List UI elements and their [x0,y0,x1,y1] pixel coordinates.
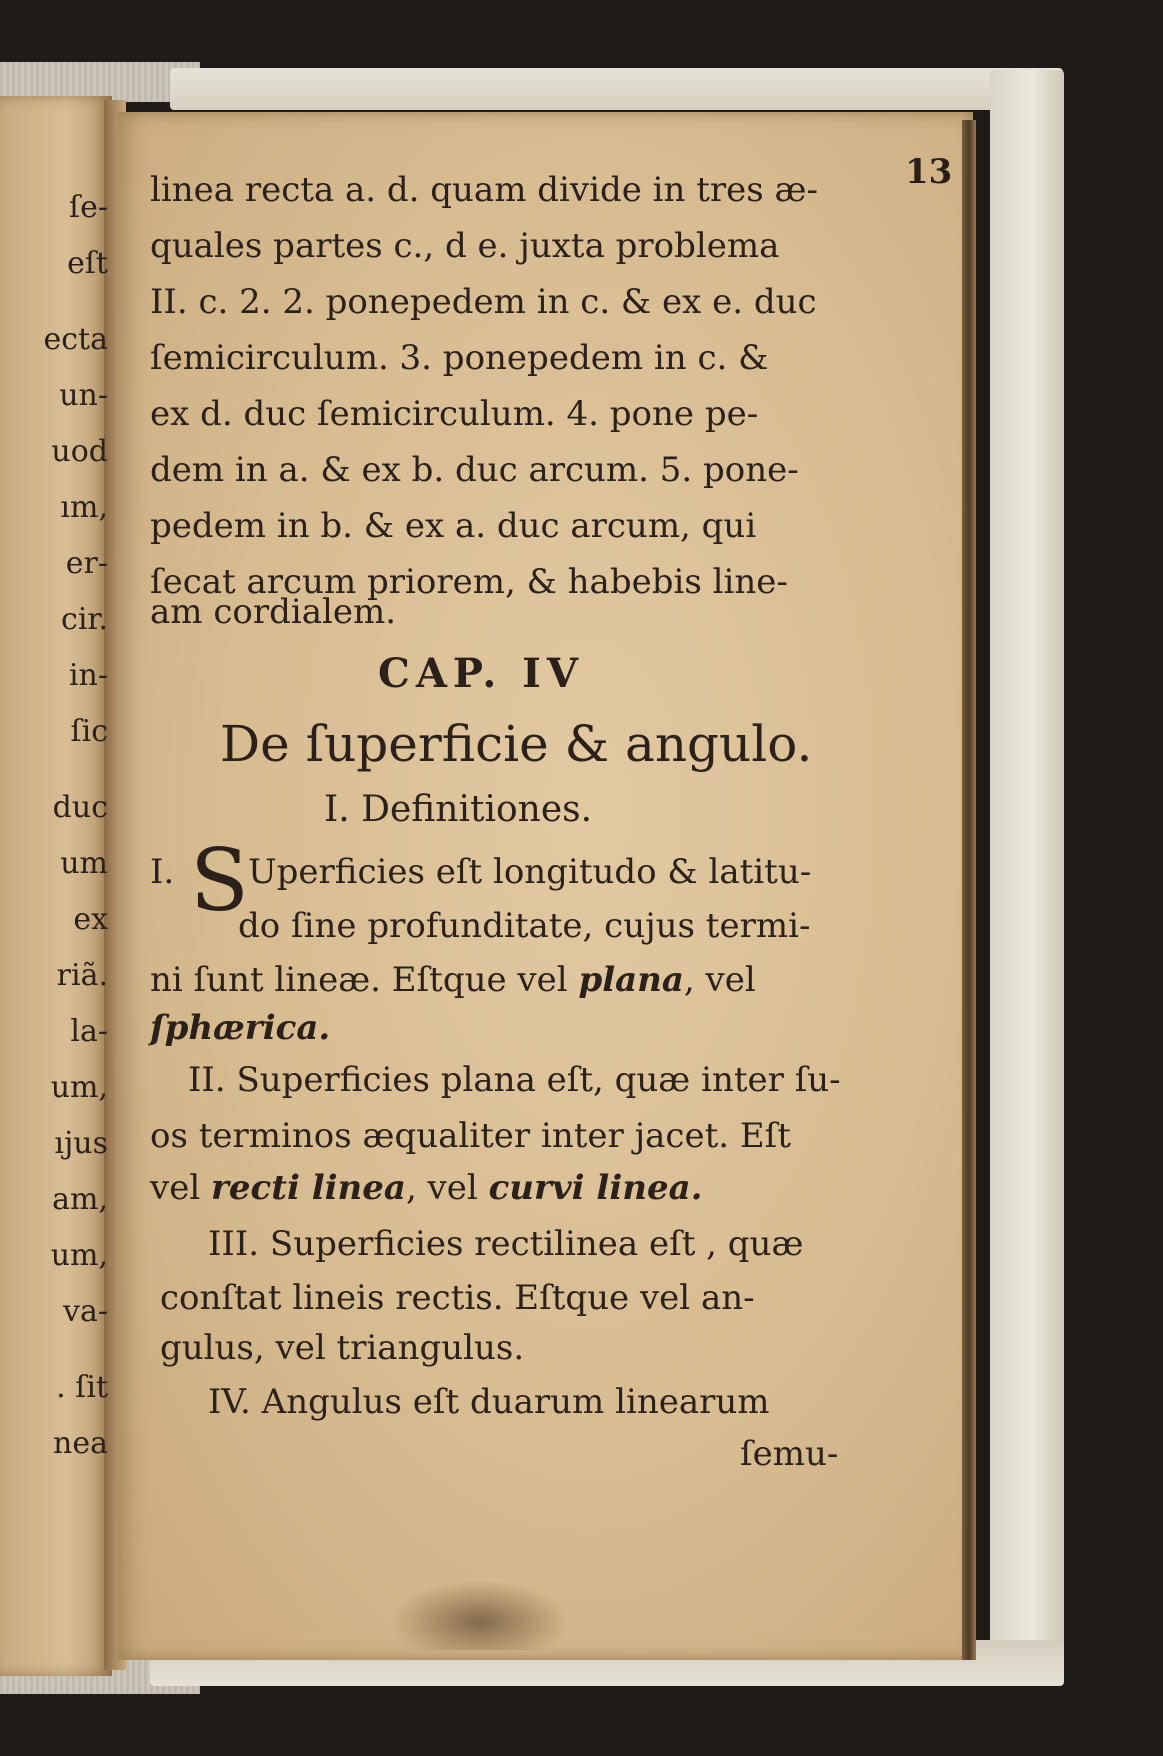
term-curvi-linea: curvi linea. [488,1168,703,1208]
def1-line-2: do ſine profunditate, cujus termi- [238,906,811,946]
left-fragment: um, [50,1238,108,1273]
chapter-title: CAP. IV [378,650,584,697]
page-edge [962,120,976,1660]
left-fragment: . ſit [56,1370,108,1405]
left-fragment: ecta [43,322,108,357]
def4-line-1: IV. Angulus eſt duarum linearum [208,1382,770,1422]
text-line-5: ex d. duc ſemicirculum. 4. pone pe- [150,394,759,434]
text-line-7: pedem in b. & ex a. duc arcum, qui [150,506,757,546]
def1-line-1: Uperficies eſt longitudo & latitu- [248,852,812,892]
def2-line-3-mid: , vel [405,1168,489,1208]
cover-board-top [170,68,1063,110]
term-recti-linea: recti linea [211,1168,406,1208]
left-fragment: un- [59,378,108,413]
left-fragment: ſe- [69,190,108,225]
def3-line-1: III. Superficies rectilinea eſt , quæ [208,1224,804,1264]
text-line-4: ſemicirculum. 3. ponepedem in c. & [150,338,769,378]
left-fragment: ex [73,902,108,937]
left-fragment: riã. [56,958,108,993]
left-fragment: duc [52,790,108,825]
text-line-6: dem in a. & ex b. duc arcum. 5. pone- [150,450,799,490]
left-fragment: um, [50,1070,108,1105]
def2-line-1: II. Superficies plana eſt, quæ inter ſu- [188,1060,841,1100]
page-number: 13 [905,152,953,192]
cover-board-right [990,70,1064,1685]
left-fragment: ſic [70,714,108,749]
left-fragment: cir. [61,602,108,637]
def2-line-3 [150,1160,702,1216]
left-fragment: nea [53,1426,108,1461]
text-line-9: am cordialem. [150,592,397,632]
text-line-1: linea recta a. d. quam divide in tres æ- [150,170,818,210]
def1-line-3-start: ni ſunt lineæ. Eſtque vel [150,960,579,1000]
left-fragment: eſt [67,246,108,281]
def2-line-2: os terminos æqualiter inter jacet. Eſt [150,1116,791,1156]
term-plana: plana [578,960,684,1000]
catchword: ſemu- [740,1434,839,1474]
drop-cap: S [190,831,249,931]
text-line-2: quales partes c., d e. juxta problema [150,226,780,266]
left-fragment: um [60,846,108,881]
left-fragment: er- [65,546,108,581]
left-fragment: ıjus [54,1126,108,1161]
left-fragment: in- [68,658,108,693]
def3-line-2: conſtat lineis rectis. Eſtque vel an- [160,1278,755,1318]
def1-line-3-end: , vel [683,960,756,1000]
text-line-3: II. c. 2. 2. ponepedem in c. & ex e. duc [150,282,817,322]
left-fragment: la- [70,1014,108,1049]
left-fragment: uod [51,434,108,469]
left-page-text [0,180,112,1472]
term-sphaerica: ſphærica. [150,1008,331,1048]
subheading: I. Definitiones. [324,789,593,830]
section-heading: De ſuperficie & angulo. [220,715,813,773]
def3-line-3: gulus, vel triangulus. [160,1328,525,1368]
ink-stain [390,1580,570,1650]
left-fragment: ım, [60,490,108,525]
left-fragment: va- [63,1294,108,1329]
left-fragment: am, [52,1182,108,1217]
def2-line-3-start: vel [150,1168,212,1208]
def1-number: I. [150,852,175,892]
text-line-8: ſecat arcum priorem, & habebis line- [150,562,788,602]
